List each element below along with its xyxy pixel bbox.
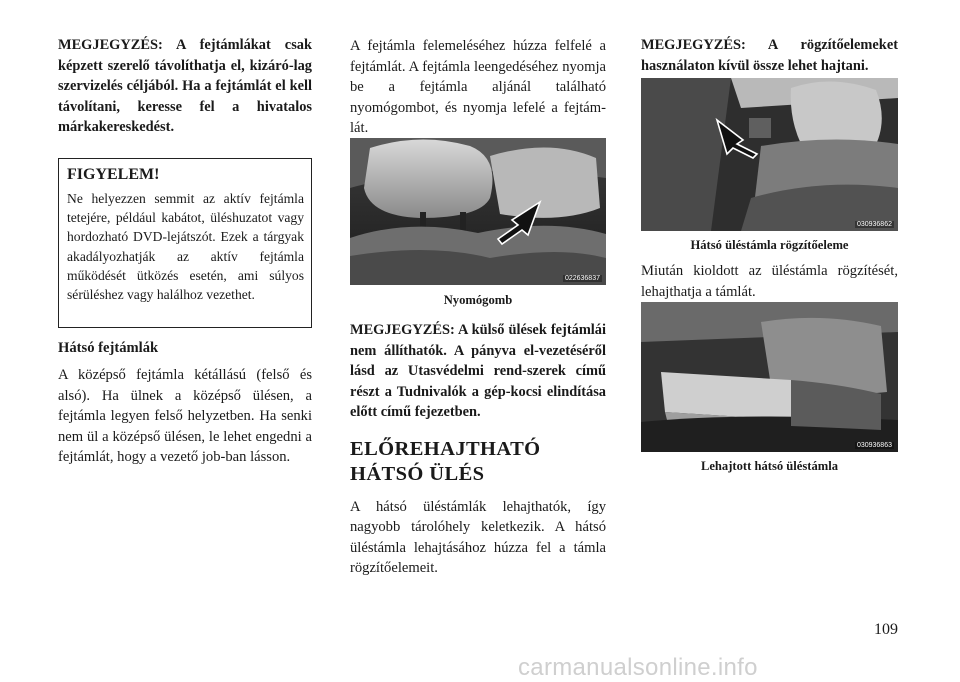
column-1-lower	[58, 340, 312, 468]
warning-box	[58, 158, 312, 328]
photo-folded-seatback	[641, 302, 898, 452]
caption-folded-seatback: Lehajtott hátsó üléstámla	[700, 459, 839, 473]
watermark: carmanualsonline.info	[518, 654, 758, 681]
column-2-lower	[350, 320, 606, 579]
subheading-rear-headrests: Hátsó fejtámlák	[58, 340, 159, 356]
paragraph-fold-after-release: Miután kioldott az üléstámla rögzítését, lehajthatja a támlát.	[641, 263, 898, 300]
photo-headrest-button	[350, 138, 606, 285]
column-3	[641, 35, 898, 76]
caption-seatback-latch: Hátsó üléstámla rögzítőeleme	[690, 238, 849, 252]
page-number: 109	[874, 621, 898, 638]
warning-text: Ne helyezzen semmit az aktív fejtámla tetejére, például kabátot, üléshuzatot vagy hordozható DVD-lejátszót. Ezek a tárgyak akadályozhatják az aktív fejtámla működését ütközés esetén, ami súlyos sérüléshez vagy halálhoz vezethet.	[67, 191, 304, 303]
paragraph-fold-seat: A hátsó üléstámlák lehajthatók, így nagyobb tárolóhely keletkezik. A hátsó üléstámla lehajtásához húzza fel a támla rögzítőelemeit.	[350, 498, 606, 576]
note-latches-fold: MEGJEGYZÉS: A rögzítőelemeket használaton kívül össze lehet hajtani.	[641, 37, 898, 74]
note-outer-headrests: MEGJEGYZÉS: A külső ülések fejtámlái nem állíthatók. A pányva el-vezetéséről lásd az Utasvédelmi rend-szerek című részt a Tudnivalók a gép-kocsi elindítása előtt című fejezetben.	[350, 322, 606, 420]
section-heading-line-1: ELŐREHAJTHATÓ	[350, 437, 541, 460]
seatback-latch-illustration	[641, 78, 898, 231]
image-code: 030936862	[856, 221, 892, 228]
paragraph-raise-headrest: A fejtámla felemeléséhez húzza felfelé a fejtámlát. A fejtámla leengedéséhez nyomja be a fejtámla aljánál található nyomógombot, és nyomja lefelé a fejtám-lát.	[350, 38, 606, 136]
warning-title: FIGYELEM!	[67, 166, 160, 183]
image-code: 030936863	[856, 442, 892, 449]
photo-seatback-latch	[641, 78, 898, 231]
image-code: 022636837	[564, 275, 600, 282]
section-heading-line-2: HÁTSÓ ÜLÉS	[350, 462, 485, 485]
paragraph-center-headrest: A középső fejtámla kétállású (felső és alsó). Ha ülnek a középső ülésen, a fejtámla legyen felső helyzetben. Ha senki nem ül a középső ülésen, le lehet engedni a fejtámlát, hogy a vezető job-ban lásson.	[58, 367, 312, 465]
folded-seatback-illustration	[641, 302, 898, 452]
column-3-middle	[641, 261, 898, 302]
column-2	[350, 36, 606, 139]
caption-push-button: Nyomógomb	[443, 293, 513, 307]
note-headrest-removal: MEGJEGYZÉS: A fejtámlákat csak képzett szerelő távolíthatja el, kizáró-lag szervizelés céljából. Ha a fejtámlát el kell távolítani, keresse fel a hivatalos márkakereskedést.	[58, 37, 312, 135]
headrest-illustration	[350, 138, 606, 285]
